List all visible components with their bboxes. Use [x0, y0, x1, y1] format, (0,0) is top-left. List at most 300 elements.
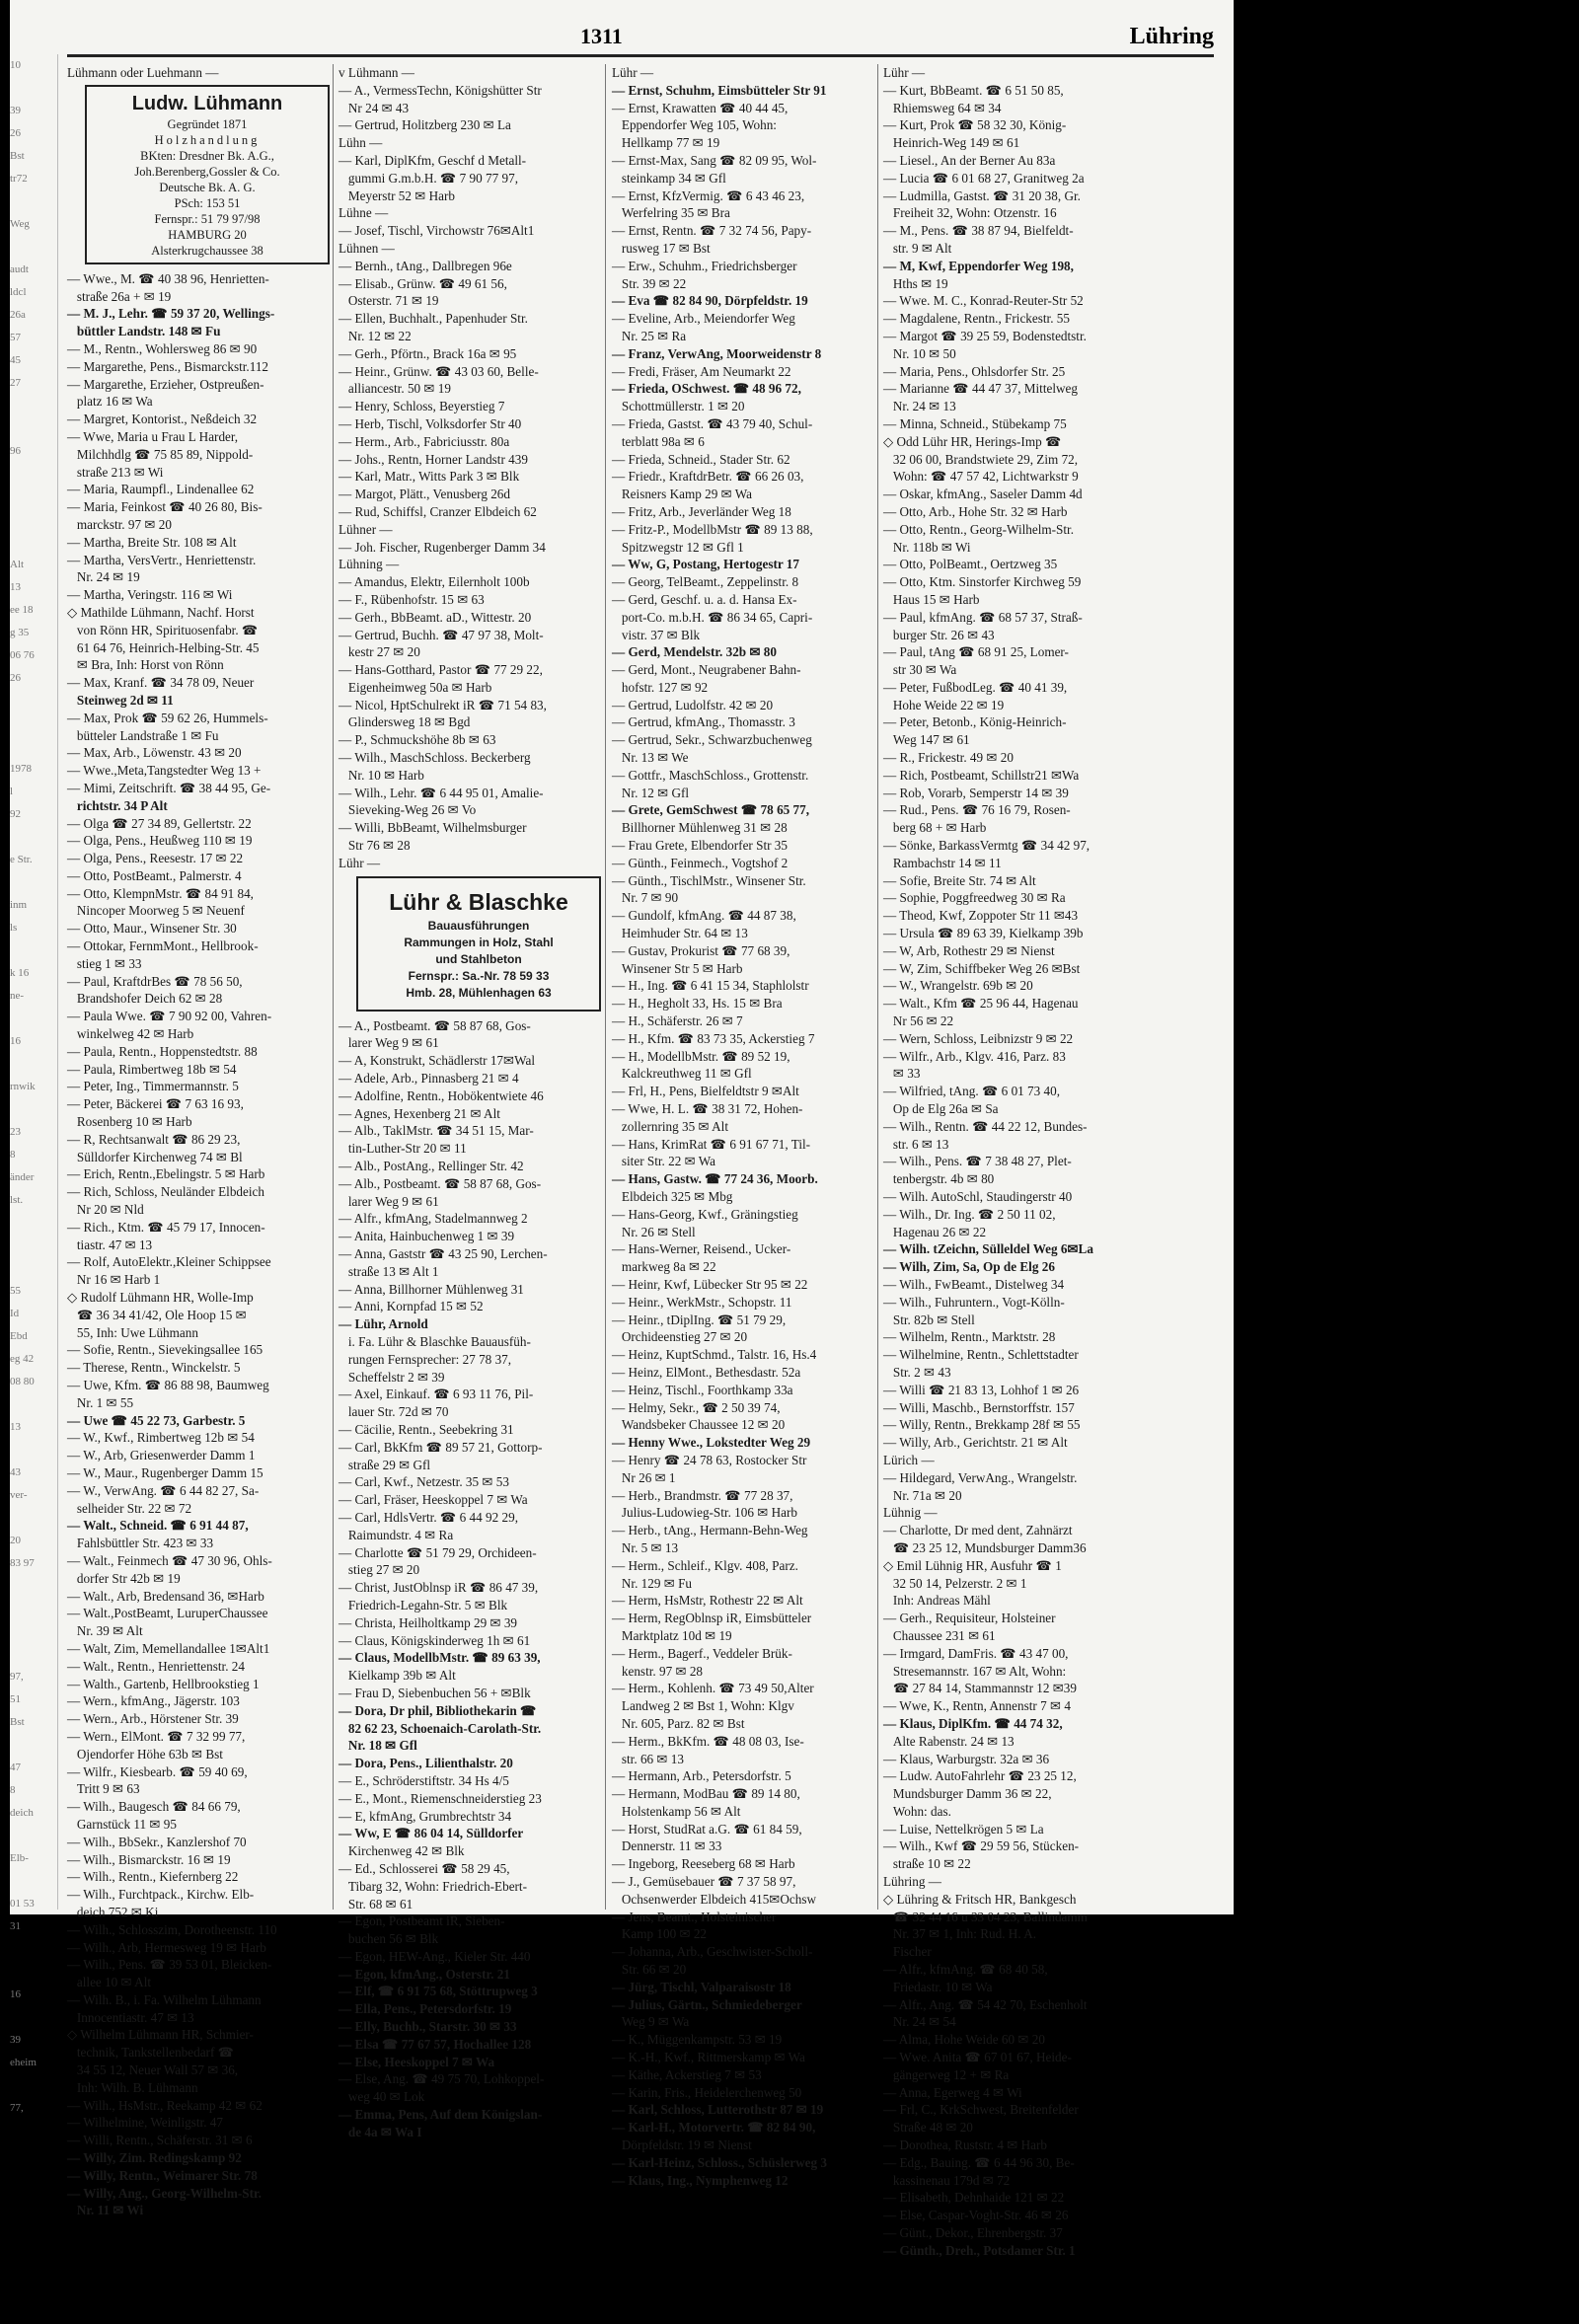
directory-entry: Inh: Andreas Mähl: [883, 1593, 991, 1609]
directory-entry: burger Str. 26 ✉ 43: [883, 627, 995, 642]
directory-entry: — Luise, Nettelkrögen 5 ✉ La: [883, 1821, 1044, 1837]
directory-entry: — Max, Kranf. ☎ 34 78 09, Neuer: [67, 675, 255, 691]
directory-entry: — Otto, PostBeamt., Palmerstr. 4: [67, 867, 242, 883]
advertisement-name: Ludw. Lühmann: [131, 92, 283, 114]
directory-entry: — P., Schmuckshöhe 8b ✉ 63: [338, 732, 496, 748]
directory-entry: — Sophie, Poggfreedweg 30 ✉ Ra: [883, 890, 1066, 906]
margin-fragment: [10, 690, 57, 712]
directory-entry: — Paula Wwe. ☎ 7 90 92 00, Vahren-: [67, 1009, 272, 1024]
directory-entry: — Nicol, HptSchulrekt iR ☎ 71 54 83,: [338, 697, 547, 712]
directory-entry: — Frau Grete, Elbendorfer Str 35: [612, 838, 788, 854]
directory-entry: — Wilh., FwBeamt., Distelweg 34: [883, 1276, 1065, 1292]
directory-entry: — Karl, Matr., Witts Park 3 ✉ Blk: [338, 469, 520, 485]
directory-entry: — Elisabeth, Dehnhaide 121 ✉ 22: [883, 2190, 1065, 2206]
directory-entry: — Ernst, Schuhm, Eimsbütteler Str 91: [612, 82, 827, 98]
directory-entry: — Else, Ang. ☎ 49 75 70, Lohkoppel-: [338, 2071, 545, 2087]
advertisement-line: Holzhandlung: [154, 132, 261, 147]
directory-entry: 32 50 14, Pelzerstr. 2 ✉ 1: [883, 1575, 1027, 1591]
directory-entry: — Hans, KrimRat ☎ 6 91 67 71, Til-: [612, 1136, 811, 1152]
directory-entry: — Paul, kfmAng. ☎ 68 57 37, Straß-: [883, 609, 1083, 625]
directory-entry: Steinweg 2d ✉ 11: [67, 692, 174, 708]
directory-entry: Nr 56 ✉ 22: [883, 1013, 954, 1029]
directory-entry: Nr. 24 ✉ 54: [883, 2014, 956, 2030]
directory-entry: — A, Konstrukt, Schädlerstr 17✉Wal: [338, 1053, 535, 1069]
directory-entry: — Henry, Schloss, Beyerstieg 7: [338, 399, 505, 414]
directory-entry: Hths ✉ 19: [883, 275, 948, 291]
directory-entry: — Wilh., Rentn. ☎ 44 22 12, Bundes-: [883, 1118, 1088, 1134]
directory-entry: deich 752 ✉ Ki: [67, 1904, 159, 1919]
advertisement-name: Lühr & Blaschke: [389, 888, 568, 915]
directory-entry: Lühring —: [883, 1874, 941, 1890]
directory-entry: — Wwe, Maria u Frau L Harder,: [67, 428, 239, 444]
directory-entry: straße 26a + ✉ 19: [67, 288, 172, 304]
margin-fragment: Bst: [10, 150, 25, 162]
directory-entry: ☎ 36 34 41/42, Ole Hoop 15 ✉: [67, 1307, 247, 1322]
directory-entry: — Herm, RegOblnsp iR, Eimsbütteler: [612, 1611, 812, 1626]
margin-fragment: Elb-: [10, 1852, 29, 1864]
directory-entry: — Agnes, Hexenberg 21 ✉ Alt: [338, 1105, 500, 1121]
directory-entry: — Herb., tAng., Hermann-Behn-Weg: [612, 1523, 808, 1538]
directory-entry: — Frl, C., KrkSchwest, Breitenfelder: [883, 2102, 1079, 2118]
directory-entry: — Willi ☎ 21 83 13, Lohhof 1 ✉ 26: [883, 1382, 1080, 1397]
directory-entry: — Herm., Arb., Fabriciusstr. 80a: [338, 433, 510, 449]
directory-entry: — Gertrud, kfmAng., Thomasstr. 3: [612, 714, 795, 730]
directory-entry: — Cäcilie, Rentn., Seebekring 31: [338, 1421, 514, 1437]
directory-entry: — Ludw. AutoFahrlehr ☎ 23 25 12,: [883, 1768, 1077, 1784]
directory-entry: str. 6 ✉ 13: [883, 1136, 949, 1152]
directory-entry: — Maria, Raumpfl., Lindenallee 62: [67, 482, 255, 497]
directory-entry: Lürich —: [883, 1452, 935, 1467]
directory-entry: — Anna, Gaststr ☎ 43 25 90, Lerchen-: [338, 1246, 548, 1262]
directory-entry: Glindersweg 18 ✉ Bgd: [338, 714, 471, 730]
directory-entry: — Hermann, ModBau ☎ 89 14 80,: [612, 1786, 800, 1802]
directory-entry: — Käthe, Ackerstieg 7 ✉ 53: [612, 2066, 762, 2082]
directory-entry: — W., VerwAng. ☎ 6 44 82 27, Sa-: [67, 1482, 260, 1498]
directory-entry: — Elf, ☎ 6 91 75 68, Stöttrupweg 3: [338, 1984, 538, 1999]
directory-entry: 34 55 12, Neuer Wall 57 ✉ 36,: [67, 2062, 239, 2078]
directory-entry: — Walt., Feinmech ☎ 47 30 96, Ohls-: [67, 1552, 272, 1568]
directory-entry: — Wilh., Fuhruntern., Vogt-Kölln-: [883, 1294, 1065, 1310]
directory-entry: — Heinz, Tischl., Foorthkamp 33a: [612, 1382, 793, 1397]
margin-fragment: 13: [10, 581, 21, 593]
directory-entry: — Maria, Feinkost ☎ 40 26 80, Bis-: [67, 499, 263, 515]
directory-entry: Lühn —: [338, 135, 383, 151]
directory-entry: — Peter, FußbodLeg. ☎ 40 41 39,: [883, 679, 1068, 695]
directory-entry: zollernring 35 ✉ Alt: [612, 1118, 728, 1134]
directory-entry: — Lühr, Arnold: [338, 1316, 428, 1332]
margin-fragment: 96: [10, 445, 21, 457]
directory-entry: — Theod, Kwf, Zoppoter Str 11 ✉43: [883, 908, 1079, 924]
directory-entry: — Emma, Pens, Auf dem Königslan-: [338, 2107, 543, 2123]
directory-entry: Billhorner Mühlenweg 31 ✉ 28: [612, 820, 788, 836]
margin-fragment: [10, 1393, 57, 1416]
directory-entry: Chaussee 231 ✉ 61: [883, 1627, 996, 1643]
directory-entry: Raimundstr. 4 ✉ Ra: [338, 1527, 454, 1542]
margin-fragment: ls: [10, 922, 18, 934]
advertisement-line: HAMBURG 20: [168, 227, 247, 242]
directory-entry: — Fritz-P., ModellbMstr ☎ 89 13 88,: [612, 521, 813, 537]
directory-entry: — Walt., Arb, Bredensand 36, ✉Harb: [67, 1588, 264, 1604]
directory-entry: — Paul, KraftdrBes ☎ 78 56 50,: [67, 973, 243, 989]
directory-entry: — Martha, Breite Str. 108 ✉ Alt: [67, 534, 237, 550]
directory-entry: — Heinz, KuptSchmd., Talstr. 16, Hs.4: [612, 1347, 817, 1363]
directory-entry: — W., Wrangelstr. 69b ✉ 20: [883, 978, 1033, 994]
directory-entry: — Charlotte ☎ 51 79 29, Orchideen-: [338, 1544, 537, 1560]
margin-fragment: [10, 1008, 57, 1030]
column-4: [883, 64, 1150, 2260]
directory-entry: — Walt., Schneid. ☎ 6 91 44 87,: [67, 1518, 249, 1534]
directory-entry: Str 76 ✉ 28: [338, 838, 411, 854]
directory-entry: ✉ Bra, Inh: Horst von Rönn: [67, 657, 224, 673]
margin-fragment: [10, 1734, 57, 1757]
directory-entry: — Karl, Schloss, Lutterothstr 87 ✉ 19: [612, 2102, 824, 2118]
directory-entry: — Magdalene, Rentn., Frickestr. 55: [883, 311, 1070, 327]
directory-entry: Nincoper Moorweg 5 ✉ Neuenf: [67, 903, 245, 919]
directory-entry: — Wilh., Dr. Ing. ☎ 2 50 11 02,: [883, 1206, 1056, 1222]
directory-entry: — Rolf, AutoElektr.,Kleiner Schippsee: [67, 1254, 271, 1270]
directory-entry: — Karl-Heinz, Schloss., Schüslerweg 3: [612, 2154, 827, 2170]
directory-entry: — Carl, Fräser, Heeskoppel 7 ✉ Wa: [338, 1492, 528, 1508]
margin-fragment: [10, 1938, 57, 1961]
directory-entry: — Eveline, Arb., Meiendorfer Weg: [612, 311, 795, 327]
margin-fragment: [10, 77, 57, 100]
directory-entry: lauer Str. 72d ✉ 70: [338, 1404, 449, 1420]
directory-entry: Schottmüllerstr. 1 ✉ 20: [612, 399, 745, 414]
margin-fragment: 39: [10, 105, 21, 116]
margin-fragment: deich: [10, 1807, 34, 1819]
margin-fragment: 45: [10, 354, 21, 366]
margin-fragment: [10, 1053, 57, 1076]
directory-entry: — Else, Heeskoppel 7 ✉ Wa: [338, 2054, 495, 2069]
directory-entry: ◇ Wilhelm Lühmann HR, Schmier-: [67, 2027, 254, 2043]
directory-entry: — Wwe. M. C., Konrad-Reuter-Str 52: [883, 293, 1084, 309]
directory-entry: v Lühmann —: [338, 65, 414, 80]
directory-entry: — Rob, Vorarb, Semperstr 14 ✉ 39: [883, 785, 1069, 800]
margin-fragment: [10, 1643, 57, 1666]
directory-entry: platz 16 ✉ Wa: [67, 394, 153, 410]
directory-entry: — Hans-Gotthard, Pastor ☎ 77 29 22,: [338, 662, 543, 678]
directory-entry: — Klaus, Warburgstr. 32a ✉ 36: [883, 1751, 1050, 1766]
directory-entry: richtstr. 34 P Alt: [67, 797, 168, 813]
directory-entry: — Eva ☎ 82 84 90, Dörpfeldstr. 19: [612, 293, 808, 309]
directory-entry: — Carl, HdlsVertr. ☎ 6 44 92 29,: [338, 1509, 518, 1525]
directory-entry: larer Weg 9 ✉ 61: [338, 1035, 439, 1051]
directory-entry: Kalckreuthweg 11 ✉ Gfl: [612, 1066, 752, 1082]
directory-entry: Mundsburger Damm 36 ✉ 22,: [883, 1786, 1052, 1802]
directory-entry: Nr. 13 ✉ We: [612, 750, 689, 766]
margin-fragment: 97,: [10, 1671, 24, 1683]
directory-entry: — Olga, Pens., Reesestr. 17 ✉ 22: [67, 851, 244, 866]
margin-fragment: ver-: [10, 1489, 28, 1501]
directory-entry: — Alb., TaklMstr. ☎ 34 51 15, Mar-: [338, 1123, 534, 1139]
directory-entry: — Bernh., tAng., Dallbregen 96e: [338, 258, 512, 273]
margin-fragment: [10, 531, 57, 554]
directory-entry: — Willy, Rentn., Weimarer Str. 78: [67, 2167, 258, 2183]
directory-entry: berg 68 + ✉ Harb: [883, 820, 987, 836]
directory-entry: — Carl, Kwf., Netzestr. 35 ✉ 53: [338, 1474, 509, 1490]
directory-entry: Haus 15 ✉ Harb: [883, 591, 980, 607]
directory-entry: — Dora, Dr phil, Bibliothekarin ☎: [338, 1702, 537, 1718]
directory-entry: — Hans, Gastw. ☎ 77 24 36, Moorb.: [612, 1171, 818, 1187]
directory-entry: — F., Rübenhofstr. 15 ✉ 63: [338, 591, 485, 607]
directory-entry: — Alma, Hohe Weide 60 ✉ 20: [883, 2032, 1045, 2048]
directory-entry: — R, Rechtsanwalt ☎ 86 29 23,: [67, 1131, 241, 1147]
directory-entry: Nr. 5 ✉ 13: [612, 1539, 679, 1555]
directory-entry: — Ingeborg, Reeseberg 68 ✉ Harb: [612, 1856, 795, 1872]
directory-entry: — Ludmilla, Gastst. ☎ 31 20 38, Gr.: [883, 187, 1081, 203]
directory-entry: — Paula, Rentn., Hoppenstedtstr. 88: [67, 1043, 258, 1059]
margin-fragment: 39: [10, 2034, 21, 2046]
directory-entry: de 4a ✉ Wa I: [338, 2124, 422, 2139]
column-2: [338, 64, 605, 2141]
margin-fragment: [10, 1098, 57, 1121]
margin-fragment: 26: [10, 127, 21, 139]
directory-entry: — Fritz, Arb., Jeverländer Weg 18: [612, 503, 791, 519]
directory-entry: technik, Tankstellenbedarf ☎: [67, 2045, 235, 2061]
directory-entry: — Anni, Kornpfad 15 ✉ 52: [338, 1299, 484, 1314]
directory-entry: — Adele, Arb., Pinnasberg 21 ✉ 4: [338, 1071, 519, 1087]
margin-fragment: Bst: [10, 1716, 25, 1728]
directory-entry: — K., Müggenkampstr. 53 ✉ 19: [612, 2032, 783, 2048]
directory-entry: — Wwe., M. ☎ 40 38 96, Henrietten-: [67, 270, 269, 286]
directory-entry: — Johs., Rentn, Horner Landstr 439: [338, 451, 528, 467]
directory-entry: — M, Kwf, Eppendorfer Weg 198,: [883, 258, 1074, 273]
margin-fragment: 83 97: [10, 1557, 35, 1569]
directory-entry: — A., Postbeamt. ☎ 58 87 68, Gos-: [338, 1017, 531, 1033]
directory-entry: — E, kfmAng, Grumbrechtstr 34: [338, 1808, 512, 1824]
margin-fragment: rnwik: [10, 1081, 36, 1092]
margin-fragment: ldcl: [10, 286, 27, 298]
margin-fragment: 8: [10, 1149, 16, 1161]
directory-entry: — Therese, Rentn., Winckelstr. 5: [67, 1360, 241, 1376]
margin-fragment: Weg: [10, 218, 30, 230]
directory-entry: — Otto, Arb., Hohe Str. 32 ✉ Harb: [883, 503, 1068, 519]
directory-entry: — Hermann, Arb., Petersdorfstr. 5: [612, 1768, 791, 1784]
advertisement-line: Rammungen in Holz, Stahl: [404, 935, 554, 949]
advertisement-luehr: [356, 876, 601, 1012]
directory-entry: Marktplatz 10d ✉ 19: [612, 1627, 732, 1643]
directory-entry: — Johanna, Arb., Geschwister-Scholl-: [612, 1944, 813, 1960]
margin-fragment: 92: [10, 808, 21, 820]
directory-entry: rungen Fernsprecher: 27 78 37,: [338, 1351, 512, 1367]
margin-fragment: e Str.: [10, 854, 33, 865]
directory-entry: — Ernst-Max, Sang ☎ 82 09 95, Wol-: [612, 152, 817, 168]
directory-entry: — Georg, TelBeamt., Zeppelinstr. 8: [612, 574, 799, 590]
advertisement-luehmann: [85, 85, 330, 264]
directory-entry: Sülldorfer Kirchenweg 74 ✉ Bl: [67, 1149, 243, 1164]
directory-entry: — Klaus, DiplKfm. ☎ 44 74 32,: [883, 1715, 1063, 1731]
directory-entry: terblatt 98a ✉ 6: [612, 433, 705, 449]
directory-entry: — Herm., Kohlenh. ☎ 73 49 50,Alter: [612, 1681, 814, 1696]
directory-entry: — Wilhelm, Rentn., Marktstr. 28: [883, 1329, 1056, 1345]
directory-entry: — Gerd, Geschf. u. a. d. Hansa Ex-: [612, 591, 797, 607]
advertisement-line: Alsterkrugchaussee 38: [151, 243, 263, 258]
directory-entry: — Kurt, Prok ☎ 58 32 30, König-: [883, 117, 1067, 133]
directory-entry: — Egon, kfmAng., Osterstr. 21: [338, 1966, 510, 1982]
directory-entry: straße 13 ✉ Alt 1: [338, 1263, 439, 1279]
directory-entry: Nr. 12 ✉ 22: [338, 328, 412, 343]
directory-entry: — Oskar, kfmAng., Saseler Damm 4d: [883, 487, 1083, 502]
margin-fragment: eheim: [10, 2057, 37, 2068]
margin-fragment: [10, 1598, 57, 1620]
directory-entry: Reisners Kamp 29 ✉ Wa: [612, 487, 752, 502]
directory-entry: — M., Pens. ☎ 38 87 94, Bielfeldt-: [883, 223, 1074, 239]
margin-fragment: 26: [10, 672, 21, 684]
directory-entry: Garnstück 11 ✉ 95: [67, 1816, 177, 1832]
directory-entry: — Wilh, Zim, Sa, Op de Elg 26: [883, 1259, 1055, 1275]
directory-entry: Weg 147 ✉ 61: [883, 732, 970, 748]
margin-fragment: Ebd: [10, 1330, 28, 1342]
directory-entry: — W., Arb, Griesenwerder Damm 1: [67, 1448, 256, 1463]
directory-entry: — Elsa ☎ 77 67 57, Hochallee 128: [338, 2036, 532, 2052]
directory-entry: — Alfr., kfmAng. ☎ 68 40 58,: [883, 1962, 1048, 1978]
margin-fragment: Id: [10, 1308, 20, 1319]
directory-entry: — Gundolf, kfmAng. ☎ 44 87 38,: [612, 908, 796, 924]
directory-entry: tenbergstr. 4b ✉ 80: [883, 1171, 995, 1187]
directory-entry: Hohe Weide 22 ✉ 19: [883, 697, 1005, 712]
directory-entry: — Peter, Ing., Timmermannstr. 5: [67, 1079, 239, 1094]
margin-fragment: 43: [10, 1466, 21, 1478]
directory-entry: — Willy, Rentn., Brekkamp 28f ✉ 55: [883, 1417, 1081, 1433]
directory-entry: — Herm., Bagerf., Veddeler Brük-: [612, 1645, 792, 1661]
directory-entry: Wandsbeker Chaussee 12 ✉ 20: [612, 1417, 786, 1433]
margin-fragment: [10, 1825, 57, 1847]
column-divider: [333, 64, 334, 1910]
directory-entry: — Paul, tAng ☎ 68 91 25, Lomer-: [883, 644, 1069, 660]
directory-entry: bütteler Landstraße 1 ✉ Fu: [67, 727, 219, 743]
directory-entry: Heinrich-Weg 149 ✉ 61: [883, 135, 1020, 151]
directory-entry: — Irmgard, DamFris. ☎ 43 47 00,: [883, 1645, 1069, 1661]
margin-fragment: 16: [10, 1035, 21, 1047]
directory-entry: Lühr —: [612, 65, 654, 80]
directory-entry: Lühmann oder Luehmann —: [67, 65, 219, 80]
directory-entry: buchen 56 ✉ Blk: [338, 1931, 439, 1947]
margin-fragment: audt: [10, 263, 29, 275]
directory-entry: — Günt., Dekor., Ehrenbergstr. 37: [883, 2225, 1063, 2241]
directory-entry: Meyerstr 52 ✉ Harb: [338, 187, 455, 203]
directory-entry: — Otto, Maur., Winsener Str. 30: [67, 921, 237, 937]
directory-entry: — Anita, Hainbuchenweg 1 ✉ 39: [338, 1229, 515, 1244]
directory-entry: Nr. 18 ✉ Gfl: [338, 1738, 417, 1754]
directory-entry: — Willi, Rentn., Schäferstr. 31 ✉ 6: [67, 2133, 253, 2148]
margin-fragment: 51: [10, 1693, 21, 1705]
directory-entry: Lühne —: [338, 205, 389, 221]
directory-entry: winkelweg 42 ✉ Harb: [67, 1026, 194, 1042]
directory-entry: — Minna, Schneid., Stübekamp 75: [883, 415, 1067, 431]
margin-fragment: Alt: [10, 559, 25, 570]
directory-entry: — Margot ☎ 39 25 59, Bodenstedtstr.: [883, 328, 1087, 343]
directory-entry: ◇ Rudolf Lühmann HR, Wolle-Imp: [67, 1290, 254, 1306]
directory-entry: — Uwe, Kfm. ☎ 86 88 98, Baumweg: [67, 1378, 269, 1392]
directory-entry: — Wilfried, tAng. ☎ 6 01 73 40,: [883, 1084, 1061, 1099]
margin-fragment: 08 80: [10, 1376, 35, 1387]
directory-entry: — Gertrud, Ludolfstr. 42 ✉ 20: [612, 697, 774, 712]
directory-entry: — Walt, Zim, Memellandallee 1✉Alt1: [67, 1640, 270, 1656]
directory-entry: Nr. 39 ✉ Alt: [67, 1623, 143, 1639]
directory-entry: — Heinz, ElMont., Bethesdastr. 52a: [612, 1364, 801, 1380]
directory-entry: — Gerd, Mendelstr. 32b ✉ 80: [612, 644, 777, 660]
directory-entry: Lühr —: [338, 855, 381, 870]
directory-entry: — Ottokar, FernmMont., Hellbrook-: [67, 938, 259, 954]
margin-fragment: [10, 2142, 57, 2165]
directory-entry: — Joh. Fischer, Rugenberger Damm 34: [338, 539, 546, 555]
directory-entry: Str. 68 ✉ 61: [338, 1896, 414, 1912]
directory-entry: — Uwe ☎ 45 22 73, Garbestr. 5: [67, 1412, 246, 1428]
margin-fragment: [10, 463, 57, 486]
directory-entry: Wohn: das.: [883, 1803, 951, 1819]
directory-entry: ☎ 27 84 14, Stammannstr 12 ✉39: [883, 1681, 1077, 1696]
directory-entry: — Egon, Postbeamt iR, Sieben-: [338, 1913, 505, 1929]
margin-fragment: [10, 1257, 57, 1280]
directory-entry: — Willy, Ang., Georg-Wilhelm-Str.: [67, 2185, 262, 2201]
margin-fragment: [10, 871, 57, 894]
directory-entry: — Alb., PostAng., Rellinger Str. 42: [338, 1159, 524, 1174]
directory-entry: — Rich, Schloss, Neuländer Elbdeich: [67, 1184, 264, 1200]
directory-entry: Nr. 605, Parz. 82 ✉ Bst: [612, 1715, 745, 1731]
directory-entry: ◇ Mathilde Lühmann, Nachf. Horst: [67, 604, 255, 620]
directory-entry: — Wern, Schloss, Leibnizstr 9 ✉ 22: [883, 1030, 1074, 1046]
directory-entry: — Willi, Maschb., Bernstorffstr. 157: [883, 1399, 1075, 1415]
directory-entry: — Wilh., Schlosszim, Dorotheenstr. 110: [67, 1921, 277, 1937]
margin-fragment: 55: [10, 1285, 21, 1297]
directory-entry: stieg 1 ✉ 33: [67, 955, 142, 971]
margin-fragment: [10, 2006, 57, 2029]
directory-entry: — Franz, VerwAng, Moorweidenstr 8: [612, 345, 822, 361]
directory-entry: str. 66 ✉ 13: [612, 1751, 684, 1766]
directory-entry: Fischer: [883, 1944, 932, 1960]
directory-entry: — Erw., Schuhm., Friedrichsberger: [612, 258, 797, 273]
directory-entry: — Wern., kfmAng., Jägerstr. 103: [67, 1693, 240, 1709]
margin-fragment: [10, 486, 57, 508]
column-3: [612, 64, 878, 2189]
directory-entry: Innocentiastr. 47 ✉ 13: [67, 2009, 194, 2025]
directory-entry: Dörpfeldstr. 19 ✉ Nienst: [612, 2137, 752, 2153]
directory-entry: Fahlsbüttler Str. 423 ✉ 33: [67, 1536, 214, 1551]
margin-fragment: 77,: [10, 2102, 24, 2114]
directory-entry: Holstenkamp 56 ✉ Alt: [612, 1803, 741, 1819]
advertisement-line: Gegründet 1871: [167, 116, 248, 131]
column-1: [67, 64, 334, 2219]
directory-entry: — Amandus, Elektr, Eilernholt 100b: [338, 574, 530, 590]
directory-entry: — Wilh. AutoSchl, Staudingerstr 40: [883, 1189, 1073, 1204]
directory-entry: — Ellen, Buchhalt., Papenhuder Str.: [338, 311, 528, 327]
directory-entry: — Mimi, Zeitschrift. ☎ 38 44 95, Ge-: [67, 780, 271, 795]
directory-entry: — Frieda, Gastst. ☎ 43 79 40, Schul-: [612, 415, 813, 431]
margin-fragment: [10, 2165, 57, 2188]
directory-entry: — Max, Arb., Löwenstr. 43 ✉ 20: [67, 745, 242, 761]
directory-entry: — Karin, Fris., Heidelerchenweg 50: [612, 2084, 802, 2100]
directory-entry: Lühner —: [338, 521, 393, 537]
directory-entry: Hellkamp 77 ✉ 19: [612, 135, 720, 151]
directory-entry: Nr. 10 ✉ 50: [883, 345, 956, 361]
column-divider: [605, 64, 606, 1910]
margin-fragment: [10, 712, 57, 735]
directory-entry: 61 64 76, Heinrich-Helbing-Str. 45: [67, 639, 260, 655]
header-rule: [67, 54, 1214, 57]
margin-fragment: g 35: [10, 627, 30, 638]
directory-entry: — Dora, Pens., Lilienthalstr. 20: [338, 1756, 513, 1771]
directory-entry: — Wilh., MaschSchloss. Beckerberg: [338, 750, 531, 766]
directory-entry: marckstr. 97 ✉ 20: [67, 516, 172, 532]
directory-entry: Eppendorfer Weg 105, Wohn:: [612, 117, 777, 133]
directory-entry: larer Weg 9 ✉ 61: [338, 1193, 439, 1209]
directory-entry: — Wilh., Baugesch ☎ 84 66 79,: [67, 1799, 241, 1815]
directory-entry: Tibarg 32, Wohn: Friedrich-Ebert-: [338, 1878, 527, 1894]
directory-entry: Tritt 9 ✉ 63: [67, 1781, 140, 1797]
directory-entry: — Wilh., Rentn., Kiefernberg 22: [67, 1869, 239, 1885]
directory-entry: Nr. 37 ✉ 1, Inh: Rud. H. A.: [883, 1926, 1037, 1942]
directory-entry: — H., Ing. ☎ 6 41 15 34, Staphlolstr: [612, 978, 809, 994]
